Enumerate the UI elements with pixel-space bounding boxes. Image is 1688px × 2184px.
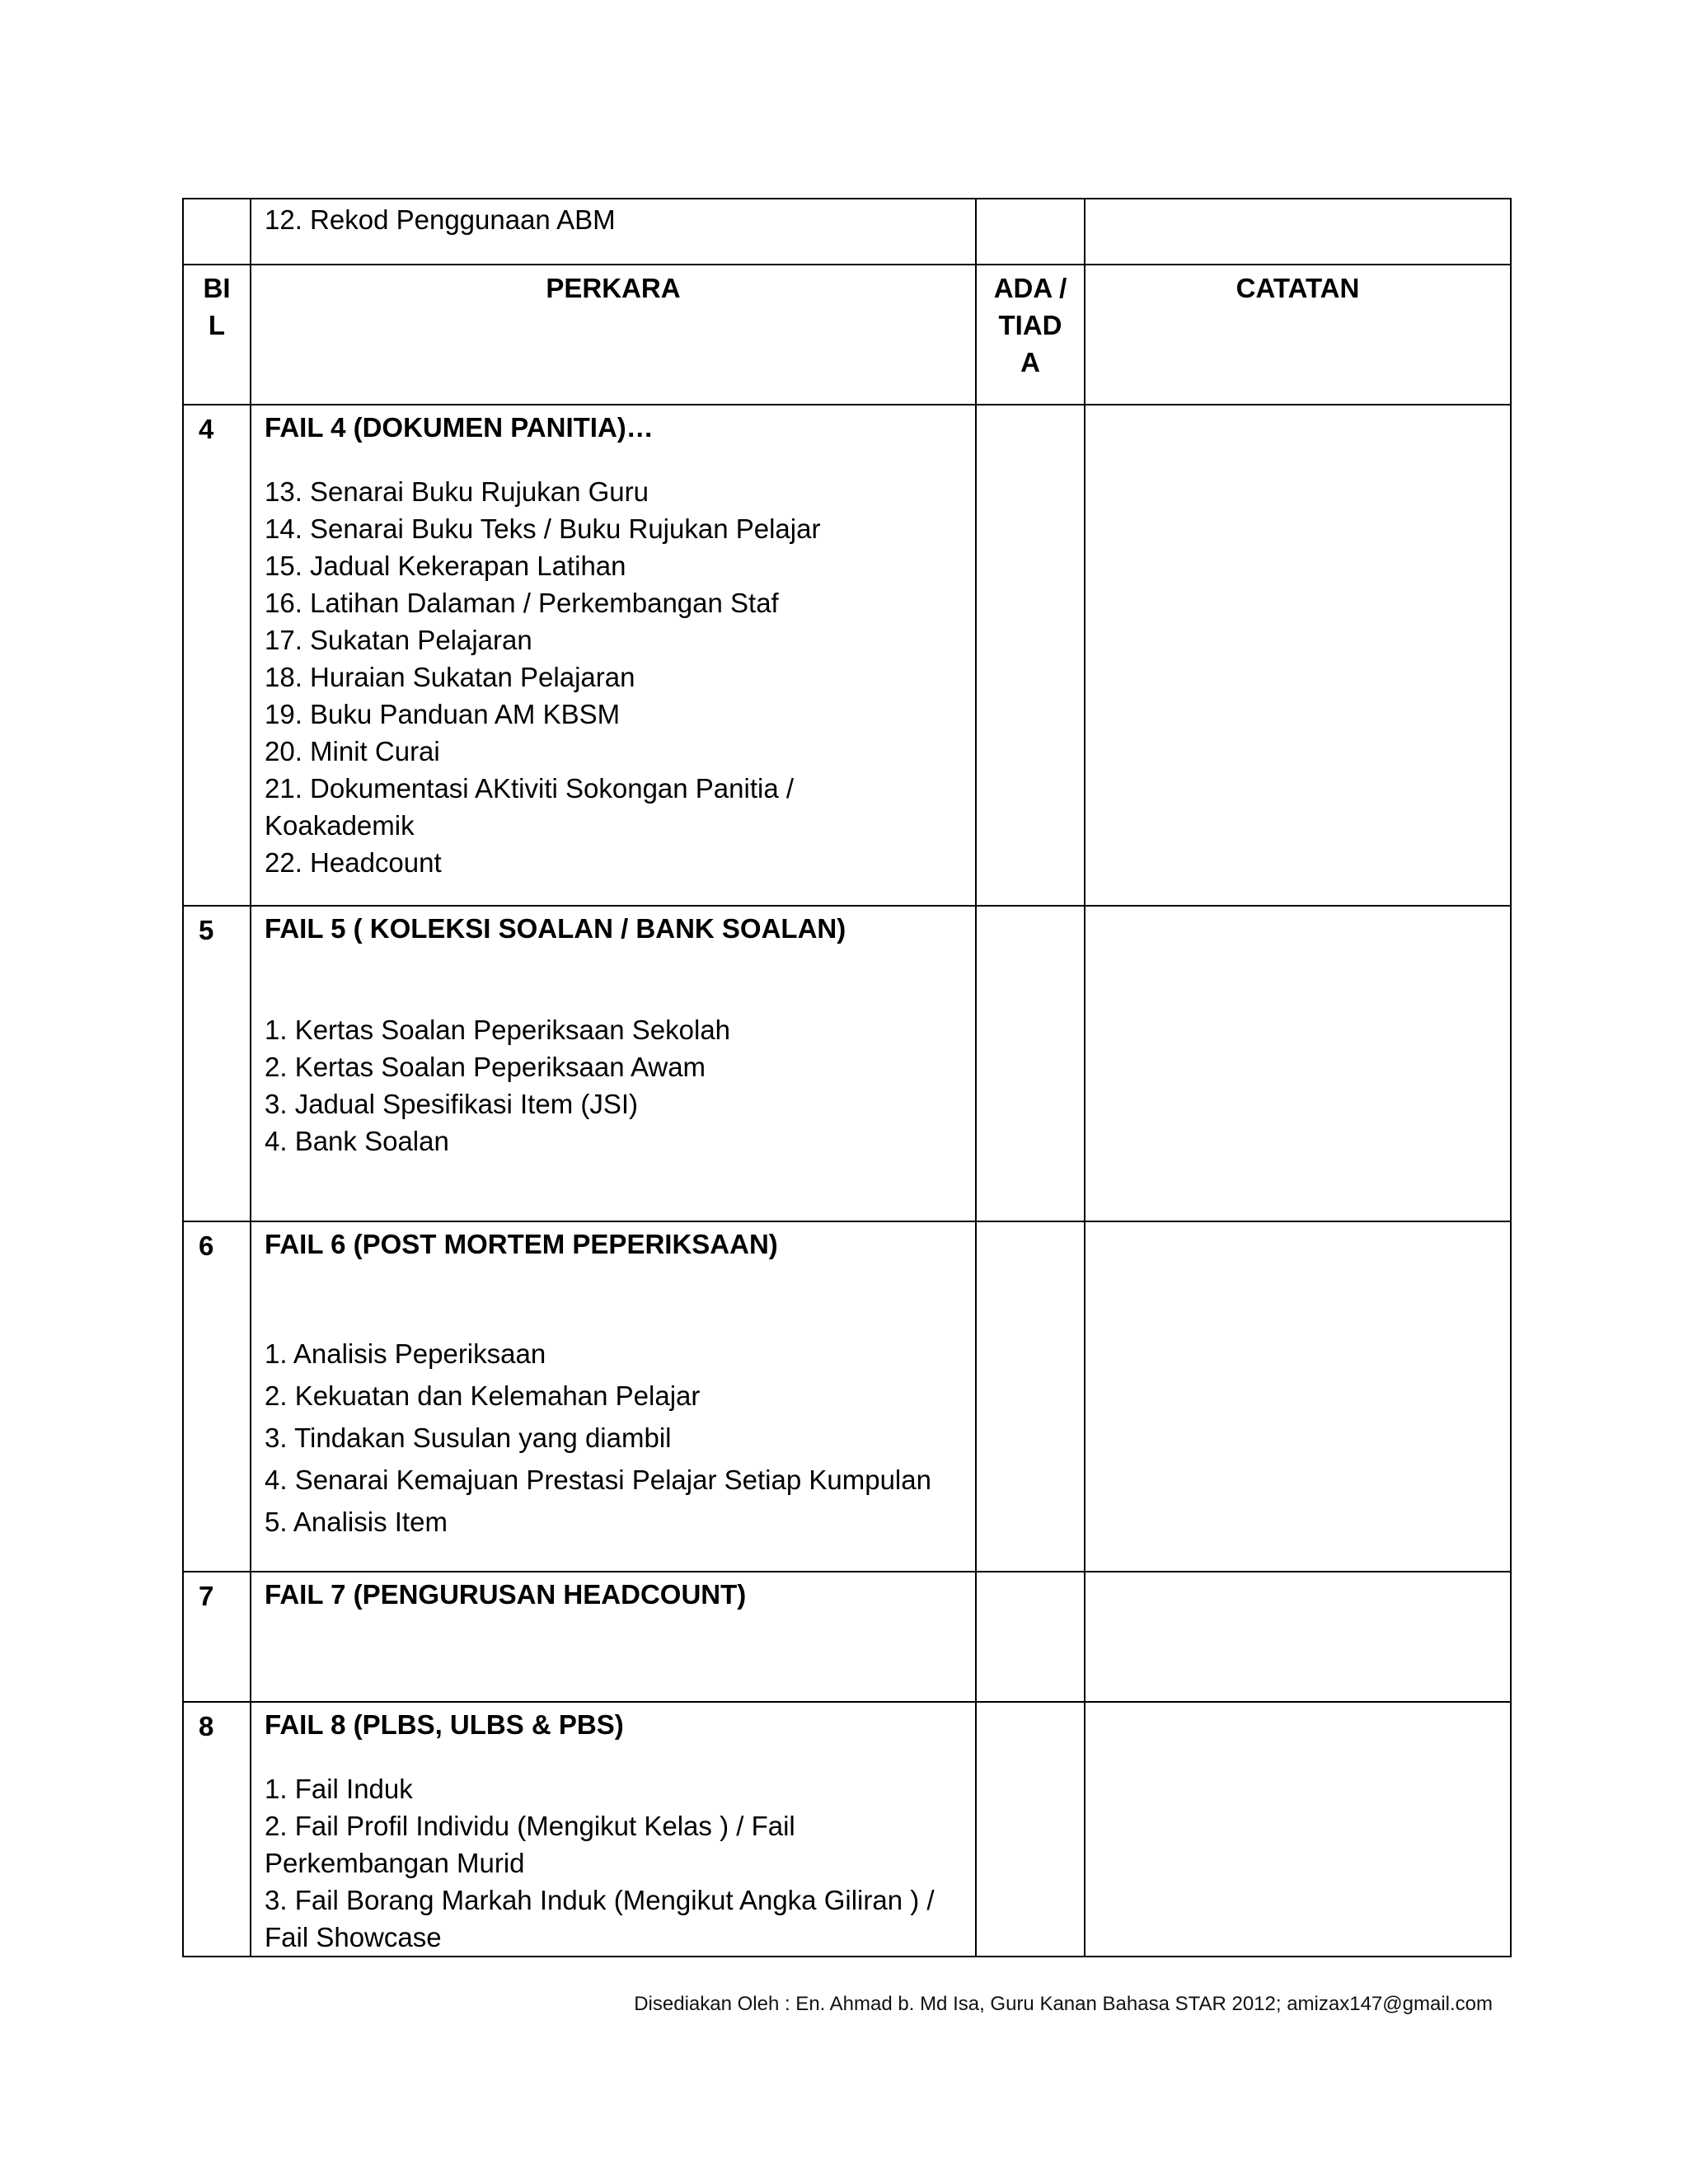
header-catatan: CATATAN (1085, 265, 1511, 405)
table-header-row (183, 265, 1511, 405)
list-item: 19. Buku Panduan AM KBSM (265, 699, 621, 729)
table-row (183, 1221, 1511, 1572)
perkara-cell (251, 405, 976, 906)
list-item: 2. Fail Profil Individu (Mengikut Kelas ) / Fail (265, 1811, 795, 1841)
list-item: 2. Kekuatan dan Kelemahan Pelajar (265, 1380, 701, 1411)
list-item: 3. Jadual Spesifikasi Item (JSI) (265, 1089, 639, 1119)
perkara-cell (251, 199, 976, 265)
list-item: 2. Kertas Soalan Peperiksaan Awam (265, 1052, 706, 1082)
table-row (183, 405, 1511, 906)
header-ada-tiada: ADA / TIAD A (976, 265, 1085, 405)
list-item: Perkembangan Murid (265, 1848, 525, 1878)
header-perkara: PERKARA (251, 265, 976, 405)
table-row (183, 199, 1511, 265)
perkara-cell (251, 1572, 976, 1702)
bil-cell: 8 (183, 1702, 251, 1957)
list-item: 14. Senarai Buku Teks / Buku Rujukan Pelajar (265, 513, 821, 544)
ada-cell (976, 405, 1085, 906)
header-bil: BI L (183, 265, 251, 405)
perkara-cell (251, 1221, 976, 1572)
list-item: 13. Senarai Buku Rujukan Guru (265, 476, 649, 507)
catatan-cell (1085, 1702, 1511, 1957)
list-item: Koakademik (265, 810, 415, 841)
list-item: 1. Analisis Peperiksaan (265, 1338, 546, 1369)
section-title: FAIL 7 (PENGURUSAN HEADCOUNT) (265, 1579, 747, 1610)
list-item: 16. Latihan Dalaman / Perkembangan Staf (265, 588, 779, 618)
list-item: 17. Sukatan Pelajaran (265, 625, 532, 655)
list-item: 4. Senarai Kemajuan Prestasi Pelajar Setiap Kumpulan (265, 1465, 931, 1495)
list-item: 22. Headcount (265, 847, 442, 878)
bil-cell: 6 (183, 1221, 251, 1572)
list-item: 1. Kertas Soalan Peperiksaan Sekolah (265, 1015, 731, 1045)
list-item: 3. Fail Borang Markah Induk (Mengikut Angka Giliran ) / (265, 1885, 935, 1915)
section-title: FAIL 6 (POST MORTEM PEPERIKSAAN) (265, 1229, 778, 1259)
bil-cell (183, 199, 251, 265)
list-item: 21. Dokumentasi AKtiviti Sokongan Panitia / (265, 773, 795, 804)
table-row (183, 906, 1511, 1221)
ada-cell (976, 906, 1085, 1221)
perkara-cell (251, 1702, 976, 1957)
page-footer: Disediakan Oleh : En. Ahmad b. Md Isa, Guru Kanan Bahasa STAR 2012; amizax147@gmail.com (634, 1993, 1493, 2015)
ada-cell (976, 1572, 1085, 1702)
perkara-cell (251, 906, 976, 1221)
ada-cell (976, 1702, 1085, 1957)
list-item: Fail Showcase (265, 1922, 442, 1952)
section-title: FAIL 8 (PLBS, ULBS & PBS) (265, 1709, 624, 1740)
list-item: 5. Analisis Item (265, 1507, 448, 1537)
list-item: 4. Bank Soalan (265, 1126, 449, 1156)
bil-cell: 7 (183, 1572, 251, 1702)
ada-cell (976, 1221, 1085, 1572)
bil-cell: 4 (183, 405, 251, 906)
section-title: FAIL 5 ( KOLEKSI SOALAN / BANK SOALAN) (265, 913, 846, 944)
catatan-cell (1085, 1572, 1511, 1702)
catatan-cell (1085, 1221, 1511, 1572)
list-item: 1. Fail Induk (265, 1774, 413, 1804)
catatan-cell (1085, 405, 1511, 906)
list-item: 3. Tindakan Susulan yang diambil (265, 1422, 672, 1453)
list-item: 15. Jadual Kekerapan Latihan (265, 551, 626, 581)
list-item: 20. Minit Curai (265, 736, 440, 766)
table-row (183, 1572, 1511, 1702)
section-title: FAIL 4 (DOKUMEN PANITIA)… (265, 412, 654, 443)
catatan-cell (1085, 199, 1511, 265)
checklist-table (182, 198, 1512, 1957)
catatan-cell (1085, 906, 1511, 1221)
bil-cell: 5 (183, 906, 251, 1221)
table-row (183, 1702, 1511, 1957)
list-item: 18. Huraian Sukatan Pelajaran (265, 662, 635, 692)
ada-cell (976, 199, 1085, 265)
list-item: 12. Rekod Penggunaan ABM (265, 204, 616, 235)
